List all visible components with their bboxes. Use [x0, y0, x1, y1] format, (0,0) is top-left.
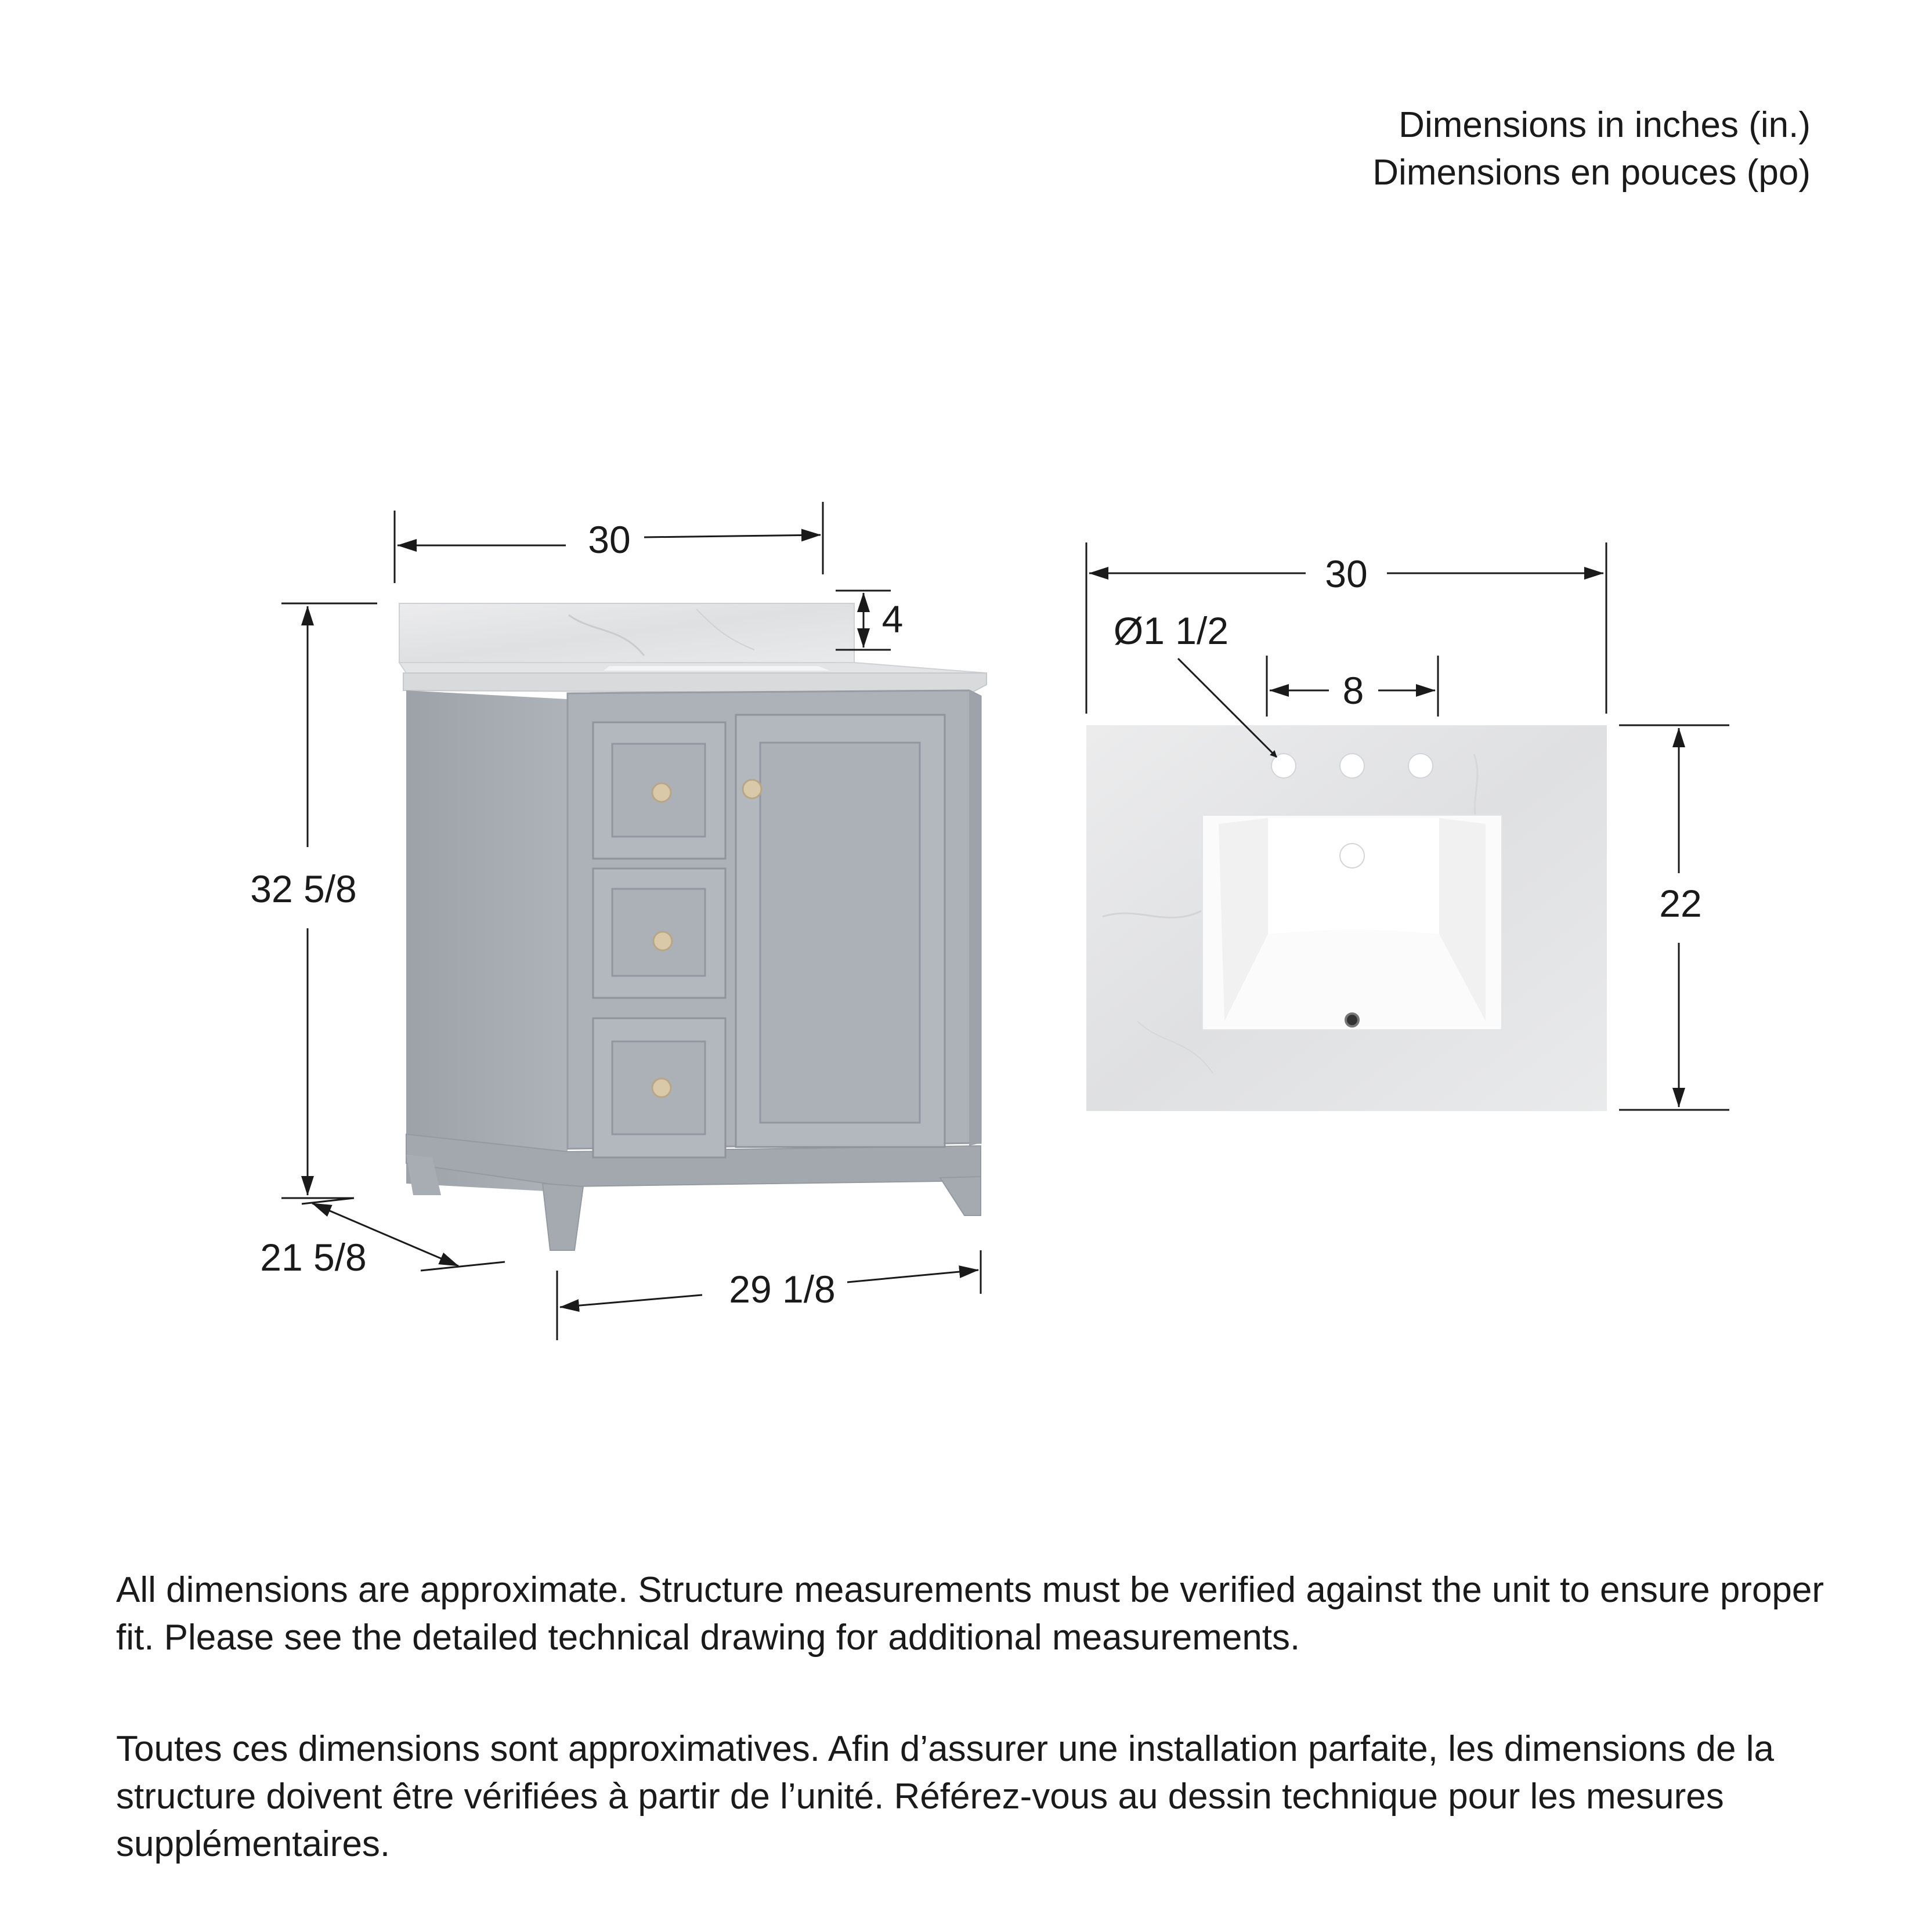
faucet-spread-label: 8	[1342, 669, 1364, 712]
disclaimer-notes	[116, 1566, 1834, 1932]
units-label-fr: Dimensions en pouces (po)	[1372, 153, 1811, 193]
units-label-en: Dimensions in inches (in.)	[1399, 105, 1811, 145]
drawer-3-knob	[652, 1079, 671, 1097]
vanity-backsplash	[399, 603, 854, 663]
door-knob	[743, 780, 761, 798]
vanity-cabinet-width-label: 29 1/8	[729, 1268, 836, 1311]
drawer-2-knob	[653, 932, 672, 950]
countertop-depth-label: 22	[1659, 882, 1702, 925]
disclaimer-en: All dimensions are approximate. Structure measurements must be verified against the unit to ensure proper fit. Please see the detailed technical drawing for additional measurements.	[116, 1570, 1824, 1658]
vanity-backsplash-height-label: 4	[881, 598, 904, 641]
disclaimer-fr: Toutes ces dimensions sont approximatives. Afin d’assurer une installation parfaite, les dimensions de la structure doivent être vérifiées à partir de l’unité. Référez-vous au dessin technique pour les mesures supplémentaires.	[116, 1729, 1774, 1864]
vanity-top-width-label: 30	[588, 518, 631, 561]
hole-diameter-label: Ø1 1/2	[1113, 609, 1229, 652]
vanity-illustration	[399, 603, 987, 1250]
vanity-total-height-label: 32 5/8	[250, 867, 357, 910]
vanity-drawers	[593, 722, 725, 1157]
countertop-top-view	[1086, 725, 1607, 1111]
vanity-leg-front-right	[940, 1177, 981, 1215]
drawer-1-knob	[652, 783, 671, 802]
countertop-width-label: 30	[1325, 552, 1368, 595]
overflow-hole	[1340, 844, 1364, 868]
faucet-hole-left	[1271, 754, 1296, 778]
vanity-door	[736, 715, 945, 1147]
drain-icon	[1346, 1014, 1358, 1026]
vanity-leg-front-left	[543, 1184, 583, 1250]
faucet-hole-center	[1340, 754, 1364, 778]
faucet-hole-right	[1408, 754, 1433, 778]
vanity-side-panel	[406, 690, 568, 1192]
vanity-depth-label: 21 5/8	[260, 1236, 367, 1279]
